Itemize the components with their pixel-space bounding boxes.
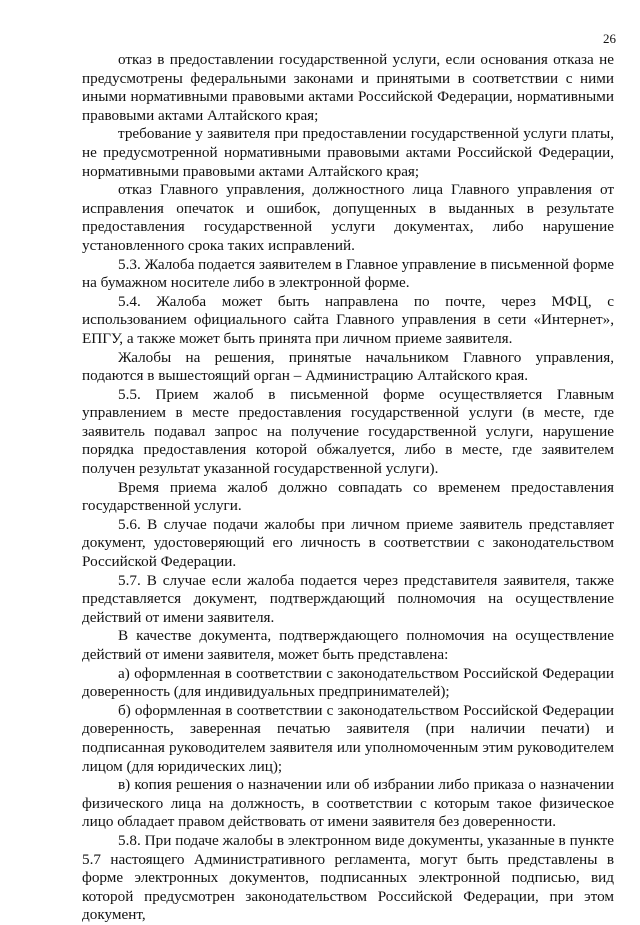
paragraph: 5.8. При подаче жалобы в электронном виде документы, указанные в пункте 5.7 настоящего Административного регламента, могут быть представлены в форме электронных документов, подписанных электронной подписью, вид которой предусмотрен законодательством Российской Федерации, при этом документ, [82,831,614,924]
document-body [82,51,614,925]
paragraph: а) оформленная в соответствии с законодательством Российской Федерации доверенность (для индивидуальных предпринимателей); [82,664,614,701]
paragraph: 5.7. В случае если жалоба подается через представителя заявителя, также представляется документ, подтверждающий полномочия на осуществление действий от имени заявителя. [82,571,614,626]
paragraph: В качестве документа, подтверждающего полномочия на осуществление действий от имени заявителя, может быть представлена: [82,627,614,663]
paragraph: 5.5. Прием жалоб в письменной форме осуществляется Главным управлением в месте предоставления государственной услуги (в месте, где заявитель подавал запрос на получение государственной услуги, нарушение порядка предоставления которой обжалуется, либо в месте, где заявителем получен результат указанной государственной услуги). [82,385,614,478]
paragraph: Жалобы на решения, принятые начальником Главного управления, подаются в вышестоящий орган – Администрацию Алтайского края. [82,348,614,385]
paragraph: отказ Главного управления, должностного лица Главного управления от исправления опечаток и ошибок, допущенных в выданных в результате предоставления государственной услуги документах, либо нарушение установленного срока таких исправлений. [82,181,614,254]
page-number: 26 [603,31,616,46]
paragraph: в) копия решения о назначении или об избрании либо приказа о назначении физического лица на должность, в соответствии с которым такое физическое лицо обладает правом действовать от имени заявителя без доверенности. [82,776,614,831]
paragraph: требование у заявителя при предоставлении государственной услуги платы, не предусмотренной нормативными правовыми актами Российской Федерации, нормативными правовыми актами Алтайского края; [82,125,614,180]
paragraph: 5.6. В случае подачи жалобы при личном приеме заявитель представляет документ, удостоверяющий его личность в соответствии с законодательством Российской Федерации. [82,515,614,571]
paragraph: Время приема жалоб должно совпадать со временем предоставления государственной услуги. [82,478,614,515]
paragraph: 5.4. Жалоба может быть направлена по почте, через МФЦ, с использованием официального сайта Главного управления в сети «Интернет», ЕПГУ, а также может быть принята при личном приеме заявителя. [82,292,614,347]
paragraph: б) оформленная в соответствии с законодательством Российской Федерации доверенность, заверенная печатью заявителя (при наличии печати) и подписанная руководителем заявителя или уполномоченным этим руководителем лицом (для юридических лиц); [82,701,614,775]
paragraph: отказ в предоставлении государственной услуги, если основания отказа не предусмотрены федеральными законами и принятыми в соответствии с ними иными нормативными правовыми актами Российской Федерации, нормативными правовыми актами Алтайского края; [82,51,614,124]
paragraph: 5.3. Жалоба подается заявителем в Главное управление в письменной форме на бумажном носителе либо в электронной форме. [82,255,614,292]
